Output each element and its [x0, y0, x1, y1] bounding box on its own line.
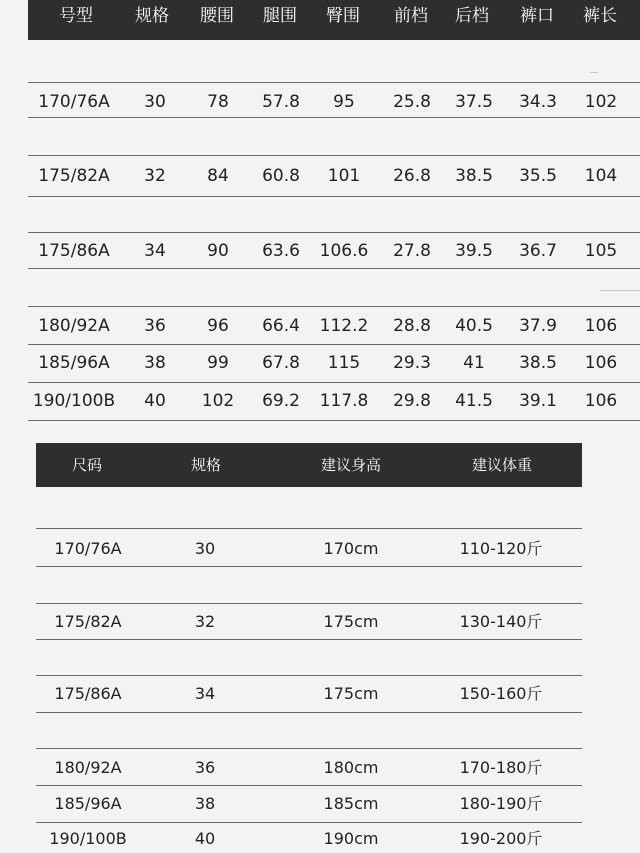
table1-cell: 190/100B — [32, 391, 116, 411]
divider — [590, 72, 598, 73]
table2-header-cell: 规格 — [190, 456, 222, 474]
table1-cell: 90 — [207, 241, 229, 261]
row-divider — [36, 603, 582, 604]
table1-cell: 66.4 — [262, 316, 300, 336]
table1-cell: 175/82A — [38, 166, 110, 186]
table2-cell: 130-140斤 — [459, 612, 543, 631]
row-divider — [36, 785, 582, 786]
row-divider — [28, 82, 640, 83]
row-divider — [28, 155, 640, 156]
table1-cell: 27.8 — [393, 241, 431, 261]
table2-cell: 190cm — [323, 829, 379, 848]
table1-cell: 117.8 — [319, 391, 369, 411]
table1-cell: 26.8 — [393, 166, 431, 186]
table1-cell: 95 — [333, 92, 355, 112]
table1-cell: 105 — [584, 241, 618, 261]
table1-cell: 96 — [207, 316, 229, 336]
table2-cell: 190-200斤 — [459, 829, 543, 848]
table1-cell: 63.6 — [262, 241, 300, 261]
row-divider — [28, 420, 640, 421]
table2-cell: 40 — [194, 829, 216, 848]
table2-cell: 170cm — [323, 539, 379, 558]
table1-header-cell: 裤长 — [583, 6, 617, 26]
table1-header-cell: 规格 — [135, 6, 169, 26]
table1-cell: 60.8 — [262, 166, 300, 186]
divider — [600, 290, 640, 291]
table1-header-cell: 腰围 — [200, 6, 234, 26]
row-divider — [28, 268, 640, 269]
table1-cell: 29.3 — [393, 353, 431, 373]
row-divider — [28, 382, 640, 383]
table1-header-cell: 腿围 — [263, 6, 297, 26]
row-divider — [28, 232, 640, 233]
table1-cell: 37.9 — [519, 316, 557, 336]
table2-cell: 180-190斤 — [459, 794, 543, 813]
table1-cell: 102 — [201, 391, 235, 411]
row-divider — [28, 344, 640, 345]
table1-cell: 38 — [144, 353, 166, 373]
table1-cell: 78 — [207, 92, 229, 112]
table1-cell: 84 — [207, 166, 229, 186]
table2-cell: 175cm — [323, 612, 379, 631]
table1-cell: 57.8 — [262, 92, 300, 112]
table1-cell: 38.5 — [455, 166, 493, 186]
table2-cell: 30 — [194, 539, 216, 558]
table1-cell: 36.7 — [519, 241, 557, 261]
table1-cell: 36 — [144, 316, 166, 336]
row-divider — [36, 712, 582, 713]
table2-cell: 34 — [194, 684, 216, 703]
table2-cell: 175/86A — [54, 684, 122, 703]
table1-cell: 102 — [584, 92, 618, 112]
table2-cell: 170-180斤 — [459, 758, 543, 777]
row-divider — [28, 306, 640, 307]
table1-header-cell: 裤口 — [520, 6, 554, 26]
table2-cell: 110-120斤 — [459, 539, 543, 558]
table2-cell: 175/82A — [54, 612, 122, 631]
table2-header-cell: 建议身高 — [320, 456, 382, 474]
table2-cell: 38 — [194, 794, 216, 813]
table1-cell: 175/86A — [38, 241, 110, 261]
row-divider — [36, 566, 582, 567]
table1-cell: 39.5 — [455, 241, 493, 261]
table1-cell: 32 — [144, 166, 166, 186]
row-divider — [36, 748, 582, 749]
table2-cell: 175cm — [323, 684, 379, 703]
row-divider — [36, 639, 582, 640]
table1-cell: 29.8 — [393, 391, 431, 411]
table2-header-cell: 尺码 — [71, 456, 103, 474]
table1-cell: 39.1 — [519, 391, 557, 411]
table1-cell: 99 — [207, 353, 229, 373]
table1-cell: 34.3 — [519, 92, 557, 112]
table1-cell: 69.2 — [262, 391, 300, 411]
table2-cell: 180/92A — [54, 758, 122, 777]
table2-cell: 185cm — [323, 794, 379, 813]
table1-cell: 40.5 — [455, 316, 493, 336]
table1-cell: 106 — [584, 316, 618, 336]
row-divider — [36, 822, 582, 823]
table1-cell: 106.6 — [319, 241, 369, 261]
table2-header-cell: 建议体重 — [471, 456, 533, 474]
table2-cell: 36 — [194, 758, 216, 777]
table1-cell: 180/92A — [38, 316, 110, 336]
table1-cell: 67.8 — [262, 353, 300, 373]
table1-cell: 101 — [327, 166, 361, 186]
row-divider — [28, 117, 640, 118]
table1-cell: 112.2 — [319, 316, 369, 336]
table2-cell: 185/96A — [54, 794, 122, 813]
table2-cell: 170/76A — [54, 539, 122, 558]
table1-cell: 25.8 — [393, 92, 431, 112]
table1-cell: 41.5 — [455, 391, 493, 411]
table1-cell: 104 — [584, 166, 618, 186]
table1-cell: 106 — [584, 353, 618, 373]
table1-cell: 34 — [144, 241, 166, 261]
row-divider — [36, 675, 582, 676]
table1-cell: 30 — [144, 92, 166, 112]
row-divider — [36, 528, 582, 529]
table2-cell: 32 — [194, 612, 216, 631]
table1-cell: 170/76A — [38, 92, 110, 112]
table2-cell: 150-160斤 — [459, 684, 543, 703]
table1-cell: 37.5 — [455, 92, 493, 112]
table1-cell: 41 — [463, 353, 485, 373]
table1-header-cell: 前档 — [394, 6, 428, 26]
table1-header-cell: 号型 — [59, 6, 93, 26]
table1-header-cell: 臀围 — [326, 6, 360, 26]
table2-cell: 190/100B — [49, 829, 127, 848]
table1-cell: 38.5 — [519, 353, 557, 373]
table1-cell: 35.5 — [519, 166, 557, 186]
table1-cell: 185/96A — [38, 353, 110, 373]
table1-cell: 28.8 — [393, 316, 431, 336]
table1-cell: 40 — [144, 391, 166, 411]
table1-header-cell: 后档 — [455, 6, 489, 26]
row-divider — [28, 196, 640, 197]
table1-cell: 115 — [327, 353, 361, 373]
table1-cell: 106 — [584, 391, 618, 411]
table2-cell: 180cm — [323, 758, 379, 777]
